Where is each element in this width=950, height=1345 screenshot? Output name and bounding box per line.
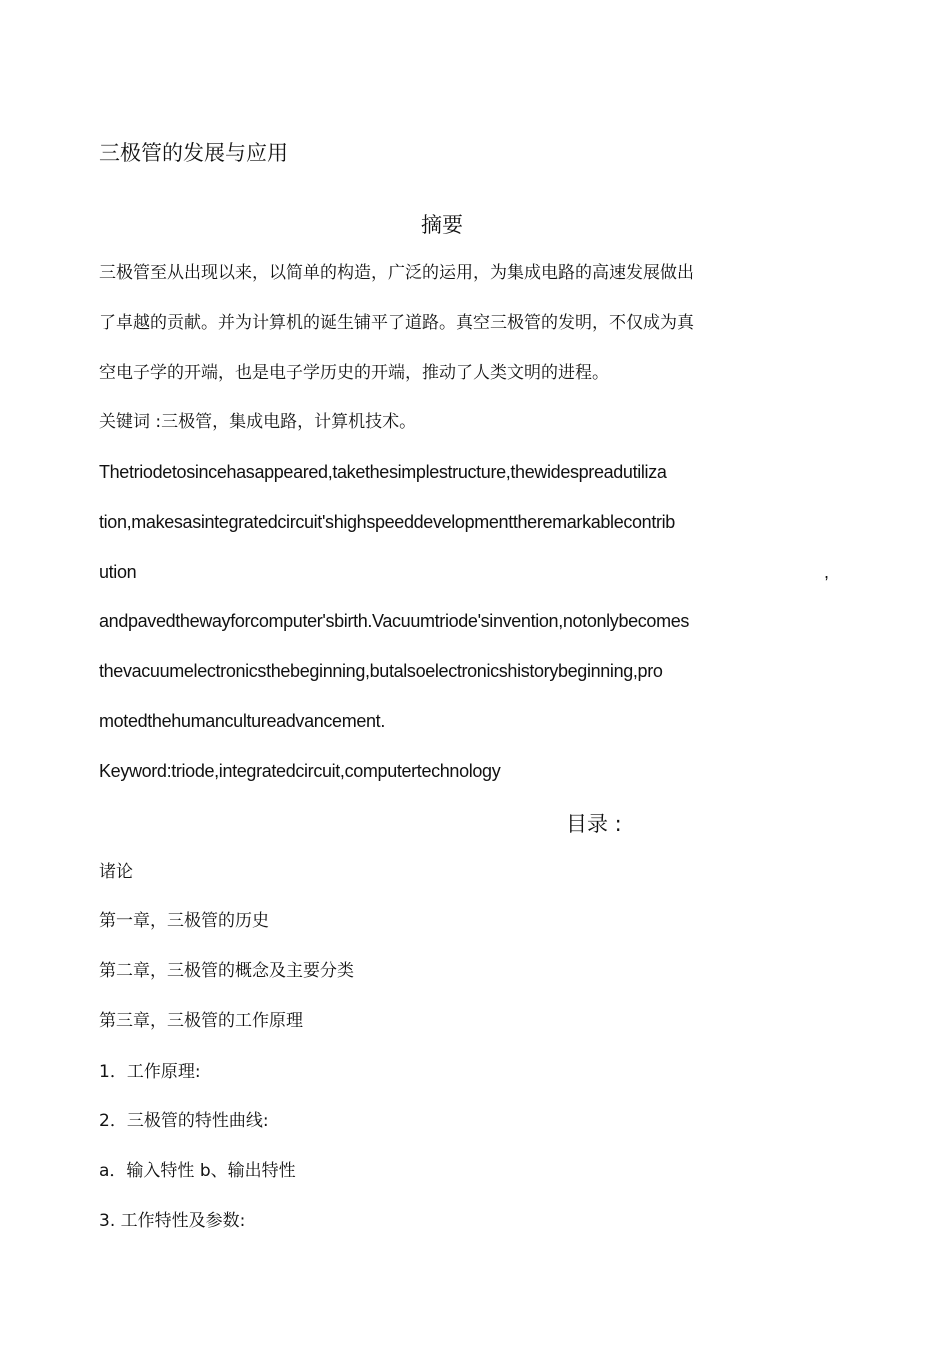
abstract-en-line: Thetriodetosincehasappeared,takethesimplestructure,thewidespreadutiliza xyxy=(99,462,667,482)
toc-item: 第一章，三极管的历史 xyxy=(99,911,269,931)
keywords-en: Keyword:triode,integratedcircuit,computertechnology xyxy=(99,761,501,781)
abstract-cn-line: 三极管至从出现以来，以简单的构造，广泛的运用，为集成电路的高速发展做出 xyxy=(99,263,694,283)
toc-item: 第三章，三极管的工作原理 xyxy=(99,1011,303,1031)
keywords-cn: 关键词 :三极管，集成电路，计算机技术。 xyxy=(99,412,417,432)
abstract-en-line: motedthehumancultureadvancement. xyxy=(99,711,385,731)
abstract-en-line: thevacuumelectronicsthebeginning,butalsoelectronicshistorybeginning,pro xyxy=(99,661,663,681)
toc-item: 诸论 xyxy=(99,862,133,882)
abstract-cn-line: 空电子学的开端，也是电子学历史的开端，推动了人类文明的进程。 xyxy=(99,363,609,383)
toc-item: 1．工作原理: xyxy=(99,1062,201,1082)
abstract-en-line: ution xyxy=(99,562,137,582)
toc-item: 3. 工作特性及参数: xyxy=(99,1211,246,1231)
toc-heading: 目录 : xyxy=(566,812,622,836)
abstract-en-comma: , xyxy=(824,562,829,582)
abstract-cn-line: 了卓越的贡献。并为计算机的诞生铺平了道路。真空三极管的发明，不仅成为真 xyxy=(99,313,694,333)
toc-item: 2．三极管的特性曲线: xyxy=(99,1111,269,1131)
abstract-en-line: andpavedthewayforcomputer'sbirth.Vacuumtriode'sinvention,notonlybecomes xyxy=(99,611,690,631)
toc-item: a．输入特性 b、输出特性 xyxy=(99,1161,296,1181)
toc-item: 第二章，三极管的概念及主要分类 xyxy=(99,961,354,981)
document-title: 三极管的发展与应用 xyxy=(99,141,288,165)
abstract-heading: 摘要 xyxy=(421,213,463,237)
abstract-en-line: tion,makesasintegratedcircuit'shighspeeddevelopmenttheremarkablecontrib xyxy=(99,512,675,532)
